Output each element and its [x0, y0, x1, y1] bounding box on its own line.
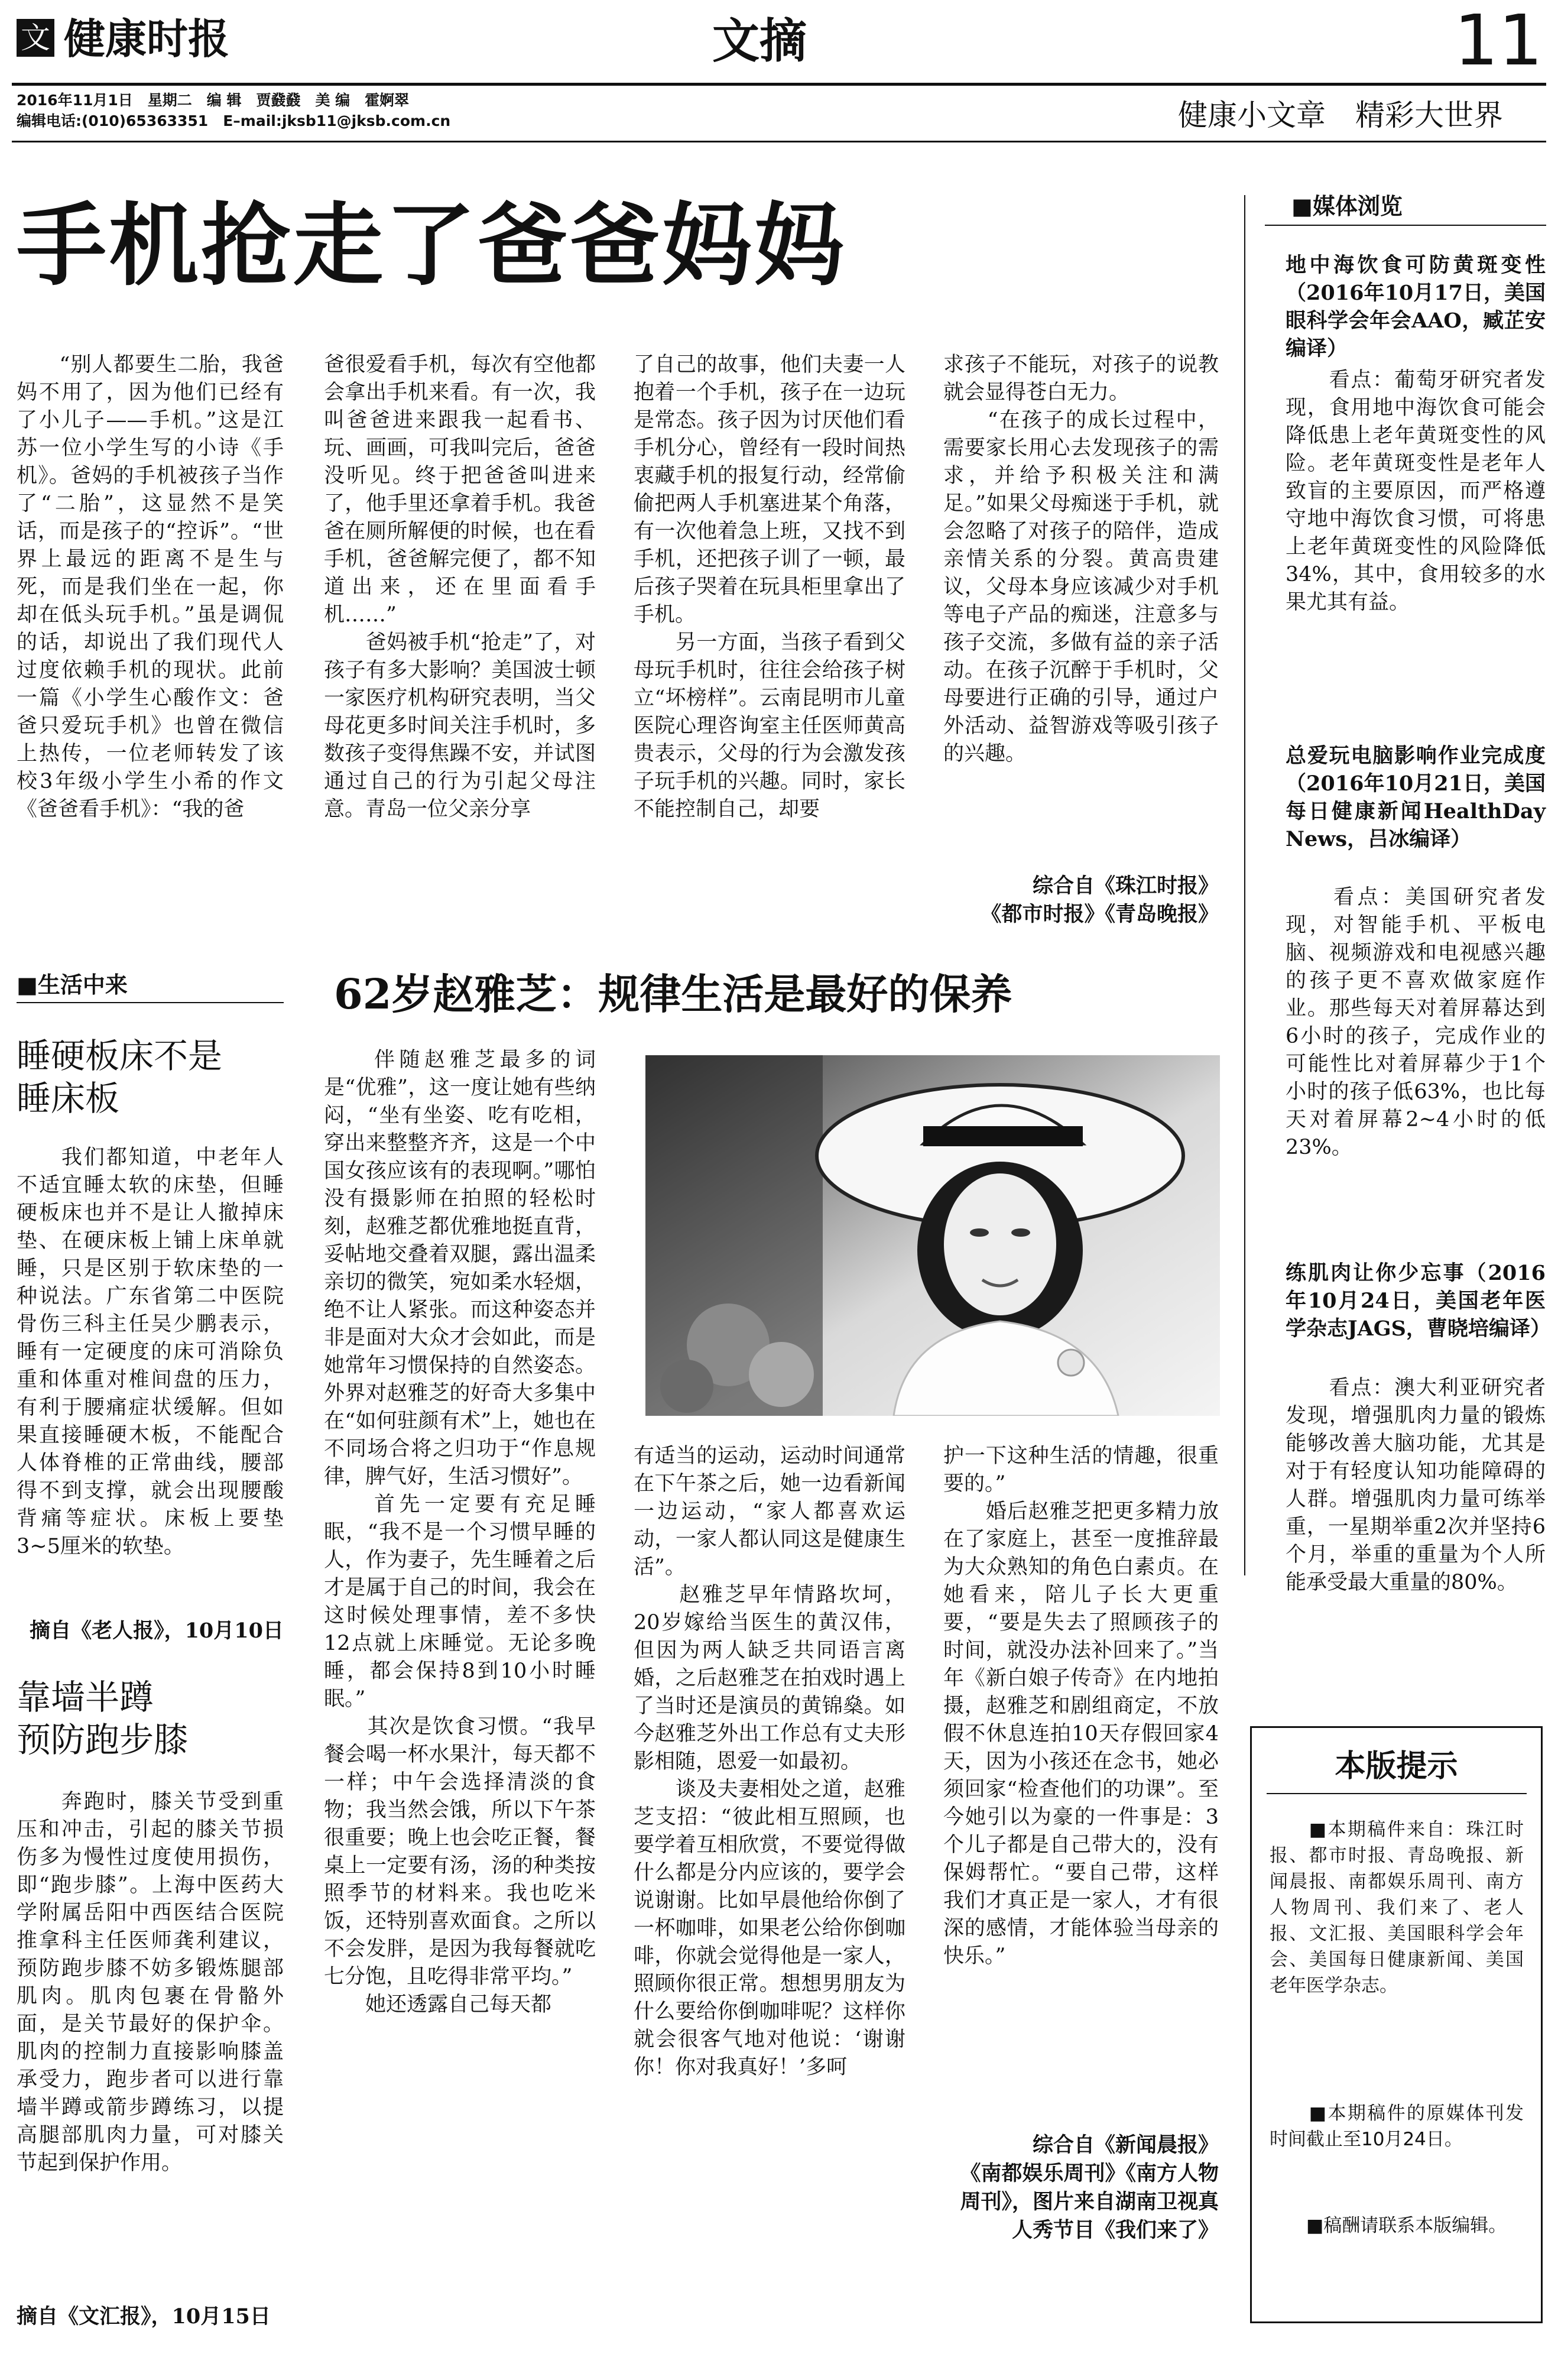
- life-section-header: ■生活中来: [17, 972, 128, 998]
- media-section-header: ■媒体浏览: [1291, 193, 1403, 219]
- masthead-rule-top: [12, 83, 1546, 86]
- media-header-rule: [1265, 225, 1546, 226]
- media-item-2-title: 总爱玩电脑影响作业完成度（2016年10月21日，美国每日健康新闻HealthDay News，吕冰编译）: [1286, 744, 1553, 851]
- zhao-source: 综合自《新闻晨报》 《南都娱乐周刊》《南方人物周刊》，图片来自湖南卫视真人秀节目《我们来了》: [960, 2133, 1219, 2242]
- zhao-col-2: 有适当的运动，运动时间通常在下午茶之后，她一边看新闻一边运动，“家人都喜欢运动，一家人都认同这是健康生活”。 赵雅芝早年情路坎坷，20岁嫁给当医生的黄汉伟，但因为两人缺乏共同语言离婚，之后赵雅芝在拍戏时遇上了当时还是演员的黄锦燊。如今赵雅芝外出工作总有丈夫形影相随，恩爱一如最初。 谈及夫妻相处之道，赵雅芝支招：“彼此相互照顾，也要学着互相欣赏，不要觉得做什么都是分内应该的，要学会说谢谢。比如早晨他给你倒了一杯咖啡，如果老公给你倒咖啡，你就会觉得他是一家人，照顾你很正常。想想男朋友为什么要给你倒咖啡呢？这样你就会很客气地对他说：‘谢谢你！你对我真好！’多呵: [634, 1444, 905, 2079]
- life-header-rule: [17, 1002, 284, 1003]
- media-item-1-title: 地中海饮食可防黄斑变性（2016年10月17日，美国眼科学会年会AAO，臧芷安编译）: [1286, 253, 1546, 361]
- life-article-2-body: 奔跑时，膝关节受到重压和冲击，引起的膝关节损伤多为慢性过度使用损伤，即“跑步膝”。上海中医药大学附属岳阳中西医结合医院推拿科主任医师龚利建议，预防跑步膝不妨多锻炼腿部肌肉。肌肉包裹在骨骼外面，是关节最好的保护伞。肌肉的控制力直接影响膝盖承受力，跑步者可以进行靠墙半蹲或箭步蹲练习，以提高腿部肌肉力量，可对膝关节起到保护作用。: [17, 1790, 284, 2175]
- section-title: 文摘: [712, 13, 807, 69]
- life-article-2-title: 靠墙半蹲 预防跑步膝: [17, 1677, 189, 1760]
- lead-headline: 手机抢走了爸爸妈妈: [17, 192, 846, 298]
- tips-title: 本版提示: [1335, 1749, 1458, 1784]
- masthead-rule-bottom: [12, 141, 1546, 142]
- zhao-headline: 62岁赵雅芝：规律生活是最好的保养: [334, 969, 1012, 1019]
- lead-col-1: “别人都要生二胎，我爸妈不用了，因为他们已经有了小儿子——手机。”这是江苏一位小学生写的小诗《手机》。爸妈的手机被孩子当作了“二胎”，这显然不是笑话，而是孩子的“控诉”。“世界上最远的距离不是生与死，而是我们坐在一起，你却在低头玩手机。”虽是调侃的话，却说出了我们现代人过度依赖手机的现状。此前一篇《小学生心酸作文：爸爸只爱玩手机》也曾在微信上热传，一位老师转发了该校3年级小学生小希的作文《爸爸看手机》：“我的爸: [17, 353, 284, 821]
- lead-col-3: 了自己的故事，他们夫妻一人抱着一个手机，孩子在一边玩是常态。孩子因为讨厌他们看手机分心，曾经有一段时间热衷藏手机的报复行动，经常偷偷把两人手机塞进某个角落，有一次他着急上班，又找不到手机，还把孩子训了一顿，最后孩子哭着在玩具柜里拿出了手机。 另一方面，当孩子看到父母玩手机时，往往会给孩子树立“坏榜样”。云南昆明市儿童医院心理咨询室主任医师黄高贵表示，父母的行为会激发孩子玩手机的兴趣。同时，家长不能控制自己，却要: [634, 353, 905, 821]
- lead-col-4: 求孩子不能玩，对孩子的说教就会显得苍白无力。 “在孩子的成长过程中，需要家长用心去发现孩子的需求，并给予积极关注和满足。”如果父母痴迷于手机，就会忽略了对孩子的陪伴，造成亲情关系的分裂。黄高贵建议，父母本身应该减少对手机等电子产品的痴迷，注意多与孩子交流，多做有益的亲子活动。在孩子沉醉于手机时，父母要进行正确的引导，通过户外活动、益智游戏等吸引孩子的兴趣。: [943, 353, 1219, 766]
- lead-source: 综合自《珠江时报》 《都市时报》《青岛晚报》: [981, 874, 1219, 926]
- tips-body-2: ■本期稿件的原媒体刊发时间截止至10月24日。: [1270, 2103, 1524, 2150]
- lead-col-2: 爸很爱看手机，每次有空他都会拿出手机来看。有一次，我叫爸爸进来跟我一起看书、玩、画画，可我叫完后，爸爸没听见。终于把爸爸叫进来了，他手里还拿着手机。我爸爸在厕所解便的时候，也在看手机，爸爸解完便了，都不知道出来，还在里面看手机……” 爸妈被手机“抢走”了，对孩子有多大影响？美国波士顿一家医疗机构研究表明，当父母花更多时间关注手机时，多数孩子变得焦躁不安，并试图通过自己的行为引起父母注意。青岛一位父亲分享: [324, 353, 596, 821]
- paper-name: 健康时报: [64, 14, 229, 63]
- life-article-1-title: 睡硬板床不是 睡床板: [17, 1036, 223, 1118]
- logo-mark: 文: [17, 19, 54, 57]
- media-column-left-rule: [1244, 195, 1245, 1575]
- life-article-1-source: 摘自《老人报》，10月10日: [30, 1619, 284, 1643]
- date-line: 2016年11月1日 星期二 编 辑 贾鼗鼗 美 编 霍婀翠: [17, 92, 410, 109]
- tips-title-rule: [1267, 1793, 1527, 1794]
- media-item-3-title: 练肌肉让你少忘事（2016年10月24日，美国老年医学杂志JAGS，曹晓培编译）: [1286, 1261, 1551, 1341]
- tips-box: [1250, 1726, 1543, 2323]
- tips-body-3: ■稿酬请联系本版编辑。: [1270, 2215, 1507, 2236]
- media-item-2-body: 看点：美国研究者发现，对智能手机、平板电脑、视频游戏和电视感兴趣的孩子更不喜欢做家庭作业。那些每天对着屏幕达到6小时的孩子，完成作业的可能性比对着屏幕少于1个小时的孩子低63%，也比每天对着屏幕2~4小时的低23%。: [1286, 886, 1546, 1159]
- media-item-1-body: 看点：葡萄牙研究者发现，食用地中海饮食可能会降低患上老年黄斑变性的风险。老年黄斑变性是老年人致盲的主要原因，而严格遵守地中海饮食习惯，可将患上老年黄斑变性的风险降低34%，其中，食用较多的水果尤其有益。: [1286, 368, 1546, 614]
- life-article-1-body: 我们都知道，中老年人不适宜睡太软的床垫，但睡硬板床也并不是让人撤掉床垫、在硬床板上铺上床单就睡，只是区别于软床垫的一种说法。广东省第二中医院骨伤三科主任吴少鹏表示，睡有一定硬度的床可消除负重和体重对椎间盘的压力，有利于腰痛症状缓解。但如果直接睡硬木板，不能配合人体脊椎的正常曲线，腰部得不到支撑，就会出现腰酸背痛等症状。床板上要垫3~5厘米的软垫。: [17, 1146, 284, 1558]
- zhao-photo-illustration: [645, 1055, 1220, 1416]
- tips-body-1: ■本期稿件来自：珠江时报、都市时报、青岛晚报、新闻晨报、南都娱乐周刊、南方人物周刊、我们来了、老人报、文汇报、美国眼科学会年会、美国每日健康新闻、美国老年医学杂志。: [1270, 1819, 1524, 1996]
- media-item-3-body: 看点：澳大利亚研究者发现，增强肌肉力量的锻炼能够改善大脑功能，尤其是对于有轻度认知功能障碍的人群。增强肌肉力量可练举重，一星期举重2次并坚持6个月，举重的重量为个人所能承受最大重量的80%。: [1286, 1376, 1546, 1594]
- zhao-photo: [645, 1055, 1220, 1416]
- masthead: [0, 0, 1558, 148]
- life-article-2-source: 摘自《文汇报》，10月15日: [17, 2304, 271, 2329]
- zhao-col-3: 护一下这种生活的情趣，很重要的。” 婚后赵雅芝把更多精力放在了家庭上，甚至一度推辞最为大众熟知的角色白素贞。在她看来，陪儿子长大更重要，“要是失去了照顾孩子的时间，就没办法补回来了。”当年《新白娘子传奇》在内地拍摄，赵雅芝和剧组商定，不放假不休息连拍10天存假回家4天，因为小孩还在念书，她必须回家“检查他们的功课”。至今她引以为豪的一件事是：3个儿子都是自己带大的，没有保姆帮忙。“要自己带，这样我们才真正是一家人，才有很深的感情，才能体验当母亲的快乐。”: [943, 1444, 1219, 1968]
- phone-line: 编辑电话:(010)65363351 E–mail:jksb11@jksb.com.cn: [17, 112, 451, 129]
- zhao-col-1: 伴随赵雅芝最多的词是“优雅”，这一度让她有些纳闷，“坐有坐姿、吃有吃相，穿出来整整齐齐，这是一个中国女孩应该有的表现啊。”哪怕没有摄影师在拍照的轻松时刻，赵雅芝都优雅地挺直背，妥帖地交叠着双腿，露出温柔亲切的微笑，宛如柔水轻烟，绝不让人紧张。而这种姿态并非是面对大众才会如此，而是她常年习惯保持的自然姿态。外界对赵雅芝的好奇大多集中在“如何驻颜有术”上，她也在不同场合将之归功于“作息规律，脾气好，生活习惯好”。 首先一定要有充足睡眠，“我不是一个习惯早睡的人，作为妻子，先生睡着之后才是属于自己的时间，我会在这时候处理事情，差不多快12点就上床睡觉。无论多晚睡，都会保持8到10小时睡眠。” 其次是饮食习惯。“我早餐会喝一杯水果汁，每天都不一样；中午会选择清淡的食物；我当然会饿，所以下午茶很重要；晚上也会吃正餐，餐桌上一定要有汤，汤的种类按照季节的材料来。我也吃米饭，还特别喜欢面食。之所以不会发胖，是因为我每餐就吃七分饱，且吃得非常平均。” 她还透露自己每天都: [324, 1048, 596, 2016]
- slogan: 健康小文章 精彩大世界: [1178, 98, 1503, 132]
- page-number: 11: [1454, 0, 1543, 81]
